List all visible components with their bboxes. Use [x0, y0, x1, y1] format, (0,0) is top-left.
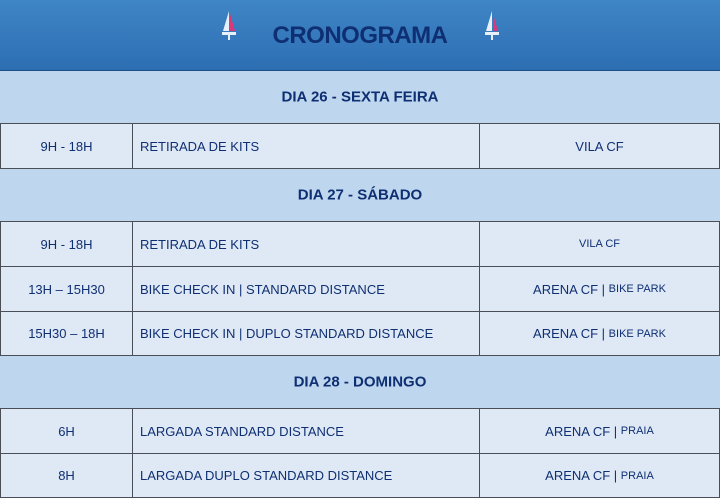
- day-header: DIA 28 - DOMINGO: [0, 356, 720, 409]
- day-header: DIA 26 - SEXTA FEIRA: [0, 71, 720, 124]
- location-name: ARENA CF: [533, 281, 599, 297]
- location-detail: PRAIA: [620, 425, 654, 437]
- schedule-row: [0, 222, 720, 267]
- location-name: VILA CF: [575, 138, 624, 154]
- location-cell: [480, 222, 720, 266]
- header-bar: [0, 0, 720, 71]
- activity-cell: RETIRADA DE KITS: [133, 222, 480, 266]
- location-name: ARENA CF: [545, 423, 611, 439]
- activity-cell: LARGADA DUPLO STANDARD DISTANCE: [133, 454, 480, 497]
- location-cell: [480, 312, 720, 355]
- location-cell: [480, 267, 720, 311]
- location-name: ARENA CF: [533, 326, 599, 341]
- time-cell: 6H: [0, 409, 133, 453]
- schedule-row: [0, 312, 720, 356]
- page-title: CRONOGRAMA: [272, 22, 448, 49]
- location-separator: |: [610, 468, 621, 483]
- location-cell: [480, 454, 720, 497]
- location-detail: PRAIA: [620, 469, 654, 482]
- time-cell: 13H – 15H30: [0, 267, 133, 311]
- location-separator: |: [598, 326, 609, 341]
- location-separator: |: [610, 423, 621, 439]
- day-header: DIA 27 - SÁBADO: [0, 169, 720, 222]
- activity-cell: BIKE CHECK IN | STANDARD DISTANCE: [133, 267, 480, 311]
- time-cell: 9H - 18H: [0, 222, 133, 266]
- schedule-row: [0, 267, 720, 312]
- location-detail: BIKE PARK: [608, 283, 666, 295]
- activity-cell: RETIRADA DE KITS: [133, 124, 480, 168]
- location-separator: |: [598, 281, 609, 297]
- schedule-row: [0, 409, 720, 454]
- time-cell: 15H30 – 18H: [0, 312, 133, 355]
- location-cell: [480, 409, 720, 453]
- schedule-row: [0, 124, 720, 169]
- activity-cell: LARGADA STANDARD DISTANCE: [133, 409, 480, 453]
- location-detail: BIKE PARK: [608, 327, 666, 340]
- schedule-row: [0, 454, 720, 498]
- activity-cell: BIKE CHECK IN | DUPLO STANDARD DISTANCE: [133, 312, 480, 355]
- time-cell: 8H: [0, 454, 133, 497]
- location-cell: [480, 124, 720, 168]
- sailboat-logo-icon: [483, 9, 501, 41]
- time-cell: 9H - 18H: [0, 124, 133, 168]
- location-name: ARENA CF: [545, 468, 611, 483]
- location-name: VILA CF: [579, 238, 620, 250]
